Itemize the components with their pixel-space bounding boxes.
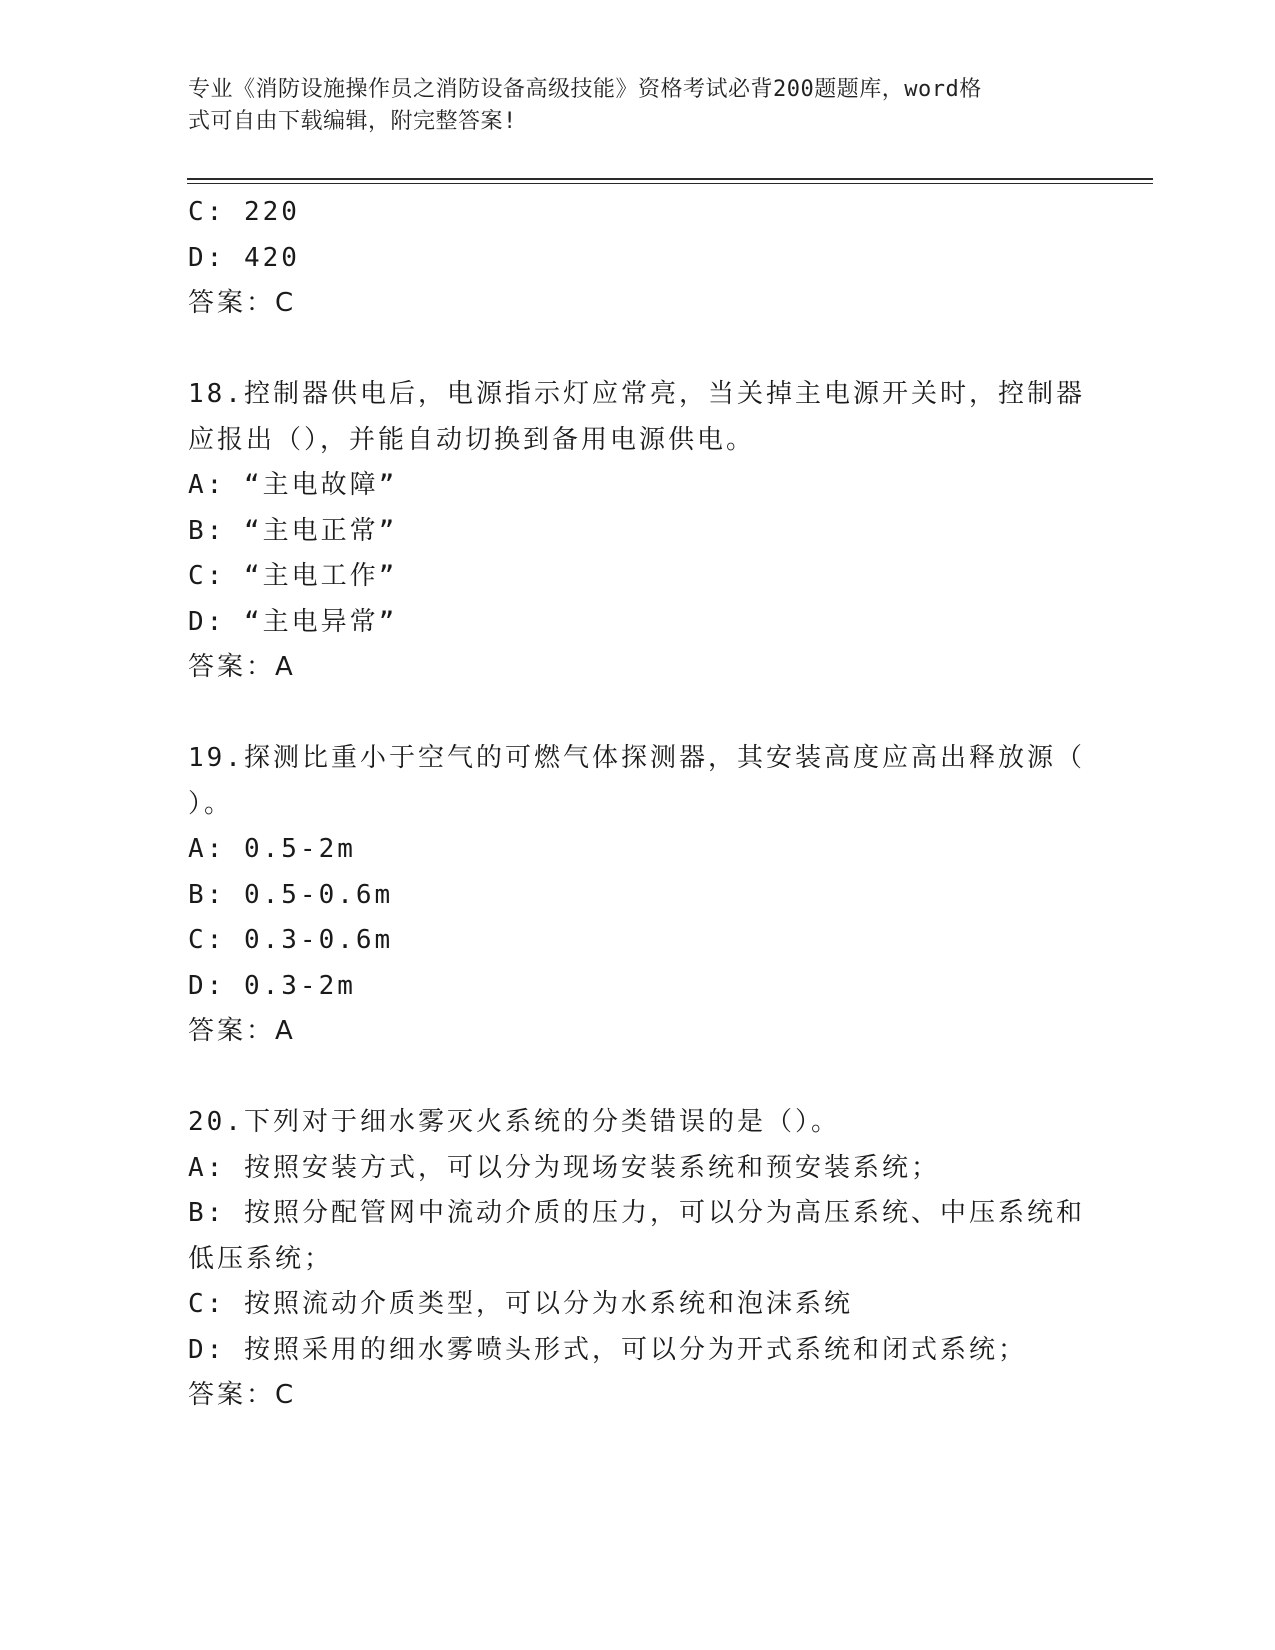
option-c: C: 220 [188,197,300,227]
header-divider-thin [187,183,1153,184]
answer-line: 答案：A [188,1016,296,1046]
answer-line: 答案：C [188,1380,297,1410]
answer-line: 答案：A [188,652,296,682]
document-body [188,190,1088,1419]
header-line-2: 式可自由下载编辑，附完整答案! [188,109,517,134]
document-header [188,74,1068,138]
header-divider-thick [187,178,1153,180]
option-a: A: “主电故障” [188,470,398,500]
question-20 [188,1100,1088,1419]
answer-line: 答案：C [188,288,297,318]
option-b: B: 按照分配管网中流动介质的压力，可以分为高压系统、中压系统和 低压系统； [188,1198,1085,1274]
question-18 [188,372,1088,691]
question-19 [188,736,1088,1055]
question-17-tail [188,190,1088,327]
header-line-1: 专业《消防设施操作员之消防设备高级技能》资格考试必背200题题库，word格 [188,77,982,102]
spacer [188,327,1088,373]
option-b: B: “主电正常” [188,515,398,546]
question-stem-line: ）。 [188,788,234,819]
option-d: D: 按照采用的细水雾喷头形式，可以分为开式系统和闭式系统； [188,1334,1027,1365]
option-c: C: “主电工作” [188,561,398,591]
question-stem-line: 19.探测比重小于空气的可燃气体探测器，其安装高度应高出释放源（ [188,743,1085,773]
option-d: D: 0.3-2m [188,970,356,1001]
question-stem-line: 18.控制器供电后，电源指示灯应常亮，当关掉主电源开关时，控制器 [188,379,1085,409]
option-d: D: “主电异常” [188,606,398,637]
option-a: A: 0.5-2m [188,834,356,864]
question-stem-line: 20.下列对于细水雾灭火系统的分类错误的是（）。 [188,1107,840,1137]
option-c: C: 0.3-0.6m [188,925,394,955]
option-b: B: 0.5-0.6m [188,879,394,910]
question-stem-line: 应报出（），并能自动切换到备用电源供电。 [188,424,756,455]
spacer [188,1055,1088,1101]
option-a: A: 按照安装方式，可以分为现场安装系统和预安装系统； [188,1152,940,1183]
option-c: C: 按照流动介质类型，可以分为水系统和泡沫系统 [188,1289,853,1319]
option-d: D: 420 [188,242,300,273]
spacer [188,691,1088,737]
